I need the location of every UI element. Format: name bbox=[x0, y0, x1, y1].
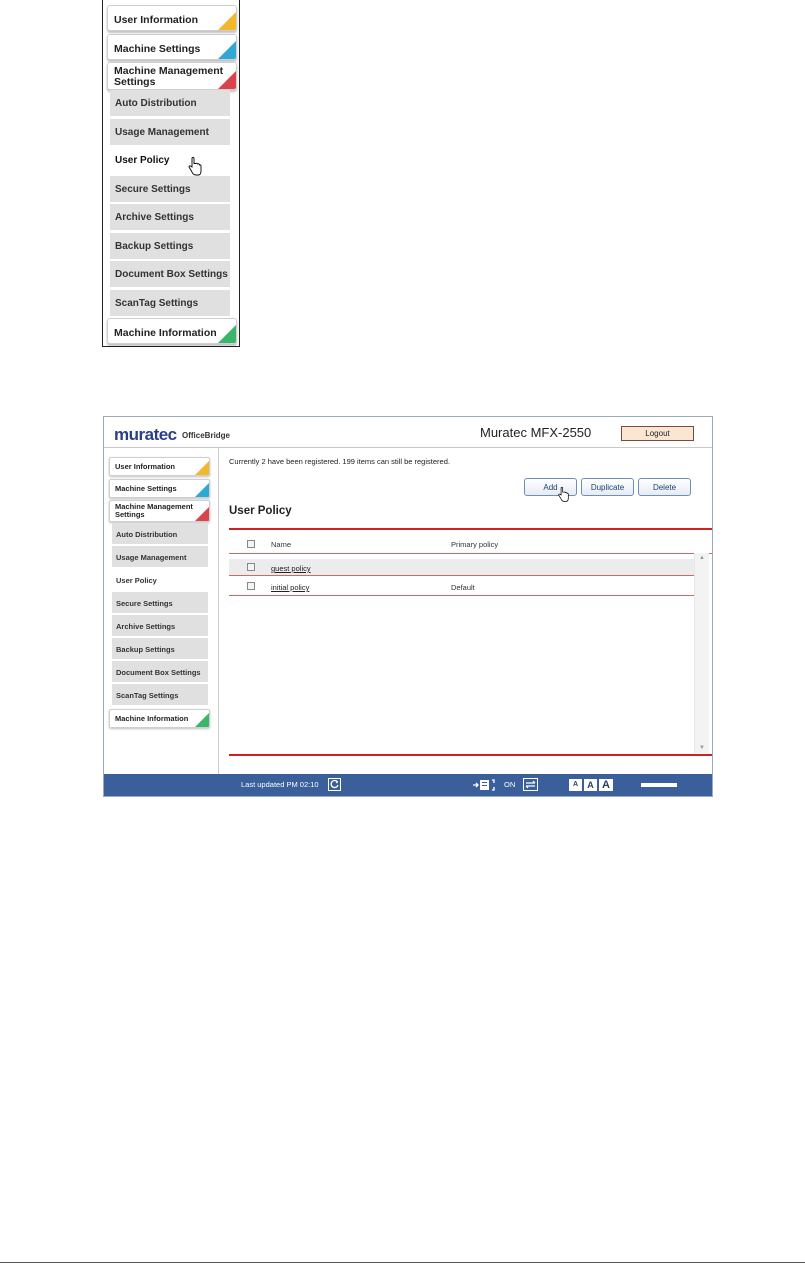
row-divider bbox=[229, 595, 694, 596]
hand-pointer-icon bbox=[187, 157, 203, 177]
app-window bbox=[103, 416, 713, 797]
menu-machine-information[interactable] bbox=[107, 318, 237, 344]
brand-sub-logo: OfficeBridge bbox=[182, 431, 231, 440]
sidebar-item-machine-management[interactable]: Machine Management Settings bbox=[109, 500, 210, 522]
table-scrollbar[interactable] bbox=[694, 553, 709, 753]
scroll-down-icon[interactable]: ▼ bbox=[699, 745, 705, 751]
sidebar-item-auto-distribution[interactable]: Auto Distribution bbox=[112, 523, 208, 545]
corner-accent-red bbox=[195, 507, 209, 521]
delete-button[interactable]: Delete bbox=[638, 478, 691, 496]
row-divider bbox=[229, 575, 694, 576]
sidebar-item-usage-management[interactable]: Usage Management bbox=[112, 546, 208, 568]
swap-icon[interactable] bbox=[523, 778, 538, 791]
registration-status: Currently 2 have been registered. 199 items can still be registered. bbox=[229, 457, 450, 466]
scroll-up-icon[interactable]: ▲ bbox=[699, 555, 705, 561]
corner-accent-yellow bbox=[218, 12, 236, 30]
menu-label: Machine Management Settings bbox=[114, 65, 224, 88]
sidebar-item-backup-settings[interactable]: Backup Settings bbox=[112, 638, 208, 660]
display-mode-icon[interactable] bbox=[472, 778, 498, 792]
menu-label: Machine Settings bbox=[114, 43, 201, 55]
submenu-archive-settings[interactable]: Archive Settings bbox=[110, 204, 230, 231]
column-header-name: Name bbox=[271, 540, 292, 549]
policy-link[interactable]: initial policy bbox=[271, 583, 310, 592]
last-updated: Last updated PM 02:10 bbox=[241, 780, 319, 789]
sidebar-item-user-policy[interactable]: User Policy bbox=[112, 569, 208, 591]
hand-pointer-icon bbox=[557, 487, 570, 503]
page-title: User Policy bbox=[229, 505, 292, 517]
brightness-bar[interactable] bbox=[641, 783, 677, 787]
menu-label: User Information bbox=[114, 14, 199, 26]
corner-accent-red bbox=[218, 71, 236, 89]
sidebar-item-user-information[interactable]: User Information bbox=[109, 457, 210, 476]
sidebar-item-archive-settings[interactable]: Archive Settings bbox=[112, 615, 208, 637]
add-button[interactable]: Add bbox=[524, 478, 577, 496]
logout-button[interactable]: Logout bbox=[621, 426, 694, 441]
menu-user-information[interactable] bbox=[107, 5, 237, 31]
zoomed-menu-callout bbox=[102, 0, 240, 347]
submenu-scantag-settings[interactable]: ScanTag Settings bbox=[110, 290, 230, 317]
primary-policy-value: Default bbox=[451, 583, 475, 592]
corner-accent-blue bbox=[218, 41, 236, 59]
sidebar bbox=[104, 448, 219, 774]
submenu-auto-distribution[interactable]: Auto Distribution bbox=[110, 90, 230, 117]
submenu-document-box-settings[interactable]: Document Box Settings bbox=[110, 261, 230, 288]
main-content bbox=[219, 448, 712, 774]
divider bbox=[229, 528, 712, 530]
app-header bbox=[104, 417, 712, 448]
menu-machine-management-settings[interactable] bbox=[107, 62, 237, 90]
page-bottom-rule bbox=[0, 1262, 805, 1263]
font-size-small-button[interactable]: A bbox=[569, 779, 582, 791]
menu-machine-settings[interactable] bbox=[107, 34, 237, 60]
sidebar-item-machine-information[interactable]: Machine Information bbox=[109, 709, 210, 728]
sidebar-item-machine-settings[interactable]: Machine Settings bbox=[109, 479, 210, 498]
select-all-checkbox[interactable] bbox=[247, 540, 255, 548]
column-header-primary: Primary policy bbox=[451, 540, 499, 549]
brand-logo: muratec bbox=[114, 425, 177, 444]
submenu-backup-settings[interactable]: Backup Settings bbox=[110, 233, 230, 260]
policy-link[interactable]: guest policy bbox=[271, 564, 311, 573]
row-checkbox[interactable] bbox=[247, 563, 255, 571]
display-mode-status: ON bbox=[504, 780, 516, 789]
sidebar-item-document-box-settings[interactable]: Document Box Settings bbox=[112, 661, 208, 683]
divider bbox=[229, 553, 712, 554]
corner-accent-blue bbox=[195, 483, 209, 497]
submenu-usage-management[interactable]: Usage Management bbox=[110, 119, 230, 146]
submenu-user-policy[interactable]: User Policy bbox=[110, 147, 230, 174]
refresh-icon[interactable] bbox=[328, 778, 341, 791]
font-size-medium-button[interactable]: A bbox=[584, 779, 597, 791]
menu-label: Machine Information bbox=[114, 327, 217, 339]
corner-accent-green bbox=[218, 325, 236, 343]
submenu-secure-settings[interactable]: Secure Settings bbox=[110, 176, 230, 203]
sidebar-item-scantag-settings[interactable]: ScanTag Settings bbox=[112, 684, 208, 706]
corner-accent-green bbox=[195, 713, 209, 727]
corner-accent-yellow bbox=[195, 461, 209, 475]
status-bar bbox=[104, 774, 712, 796]
duplicate-button[interactable]: Duplicate bbox=[581, 478, 634, 496]
machine-model: Muratec MFX-2550 bbox=[480, 425, 592, 440]
sidebar-item-secure-settings[interactable]: Secure Settings bbox=[112, 592, 208, 614]
row-checkbox[interactable] bbox=[247, 582, 255, 590]
font-size-large-button[interactable]: A bbox=[599, 779, 613, 791]
divider bbox=[229, 754, 712, 756]
